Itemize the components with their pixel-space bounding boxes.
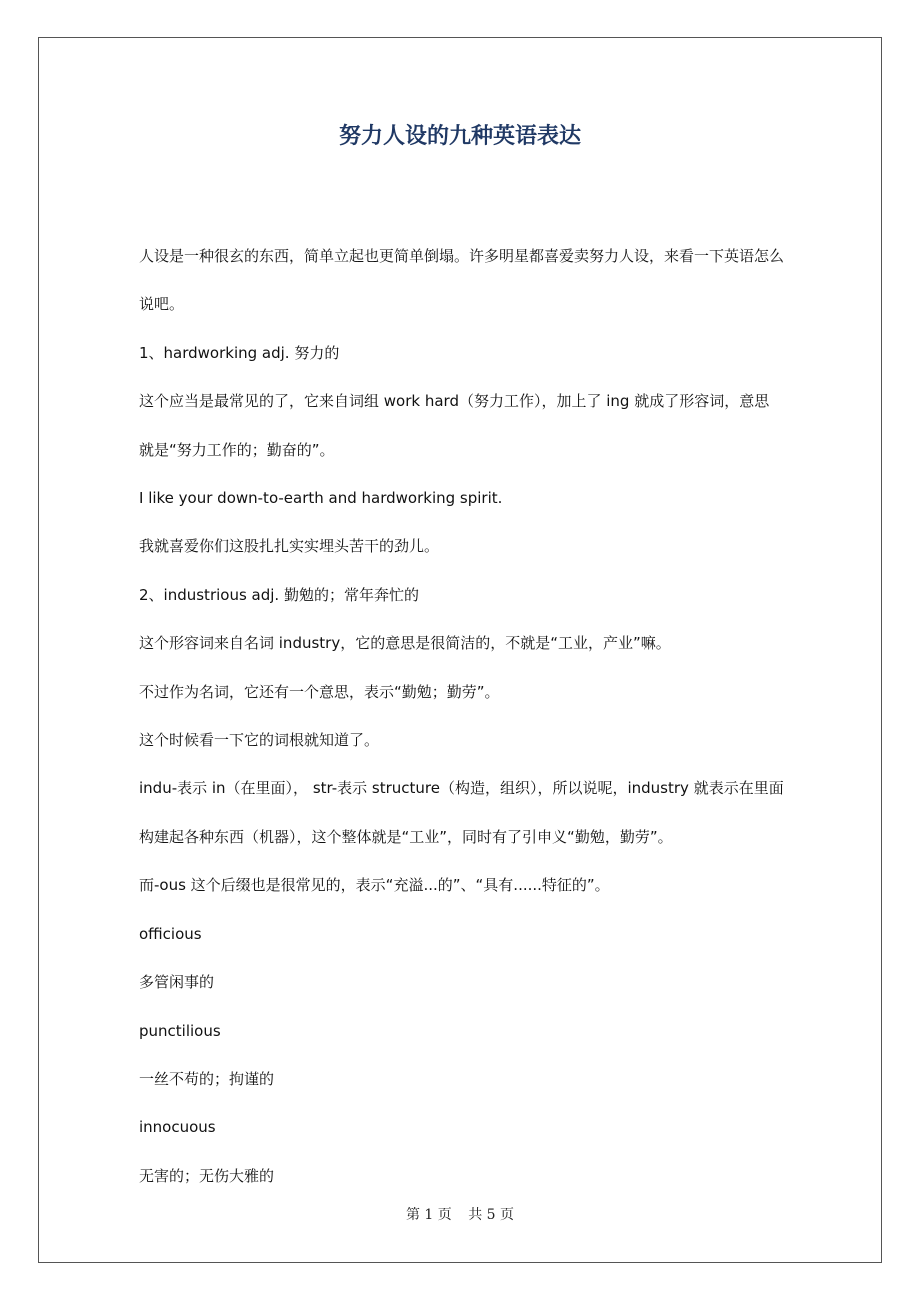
section-1-heading: 1、hardworking adj. 努力的 [139,343,340,362]
page-footer [0,1203,920,1227]
example-meaning-officious: 多管闲事的 [139,973,215,992]
document-body [139,232,784,1200]
section-2-heading: 2、industrious adj. 勤勉的；常年奔忙的 [139,585,419,604]
section-2-explanation-2: 不过作为名词，它还有一个意思，表示“勤勉；勤劳”。 [139,682,500,701]
section-2-suffix-explanation: 而-ous 这个后缀也是很常见的，表示“充溢...的”、“具有......特征的”。 [139,876,610,895]
example-word-innocuous: innocuous [139,1118,216,1137]
section-2-root-explanation: indu-表示 in（在里面）， str-表示 structure（构造，组织），所以说呢，industry 就表示在里面构建起各种东西（机器），这个整体就是“工业”，同时有了引申义“勤勉，勤劳”。 [139,779,784,846]
section-1-example-zh: 我就喜爱你们这股扎扎实实埋头苦干的劲儿。 [139,537,440,556]
example-word-punctilious: punctilious [139,1021,221,1040]
section-2-explanation-3: 这个时候看一下它的词根就知道了。 [139,731,380,750]
document-title: 努力人设的九种英语表达 [338,124,581,149]
page-total: 共 5 页 [468,1207,515,1223]
example-meaning-innocuous: 无害的；无伤大雅的 [139,1166,275,1185]
section-1-example-en: I like your down-to-earth and hardworking spirit. [139,489,503,508]
example-meaning-punctilious: 一丝不苟的；拘谨的 [139,1069,275,1088]
page-number: 第 1 页 [405,1207,452,1223]
intro-paragraph: 人设是一种很玄的东西，简单立起也更简单倒塌。许多明星都喜爱卖努力人设，来看一下英语怎么说吧。 [139,247,785,314]
example-word-officious: officious [139,924,202,943]
section-2-explanation-1: 这个形容词来自名词 industry，它的意思是很简洁的，不就是“工业，产业”嘛。 [139,634,671,653]
section-1-explanation: 这个应当是最常见的了，它来自词组 work hard（努力工作），加上了 ing 就成了形容词，意思就是“努力工作的；勤奋的”。 [139,392,770,459]
